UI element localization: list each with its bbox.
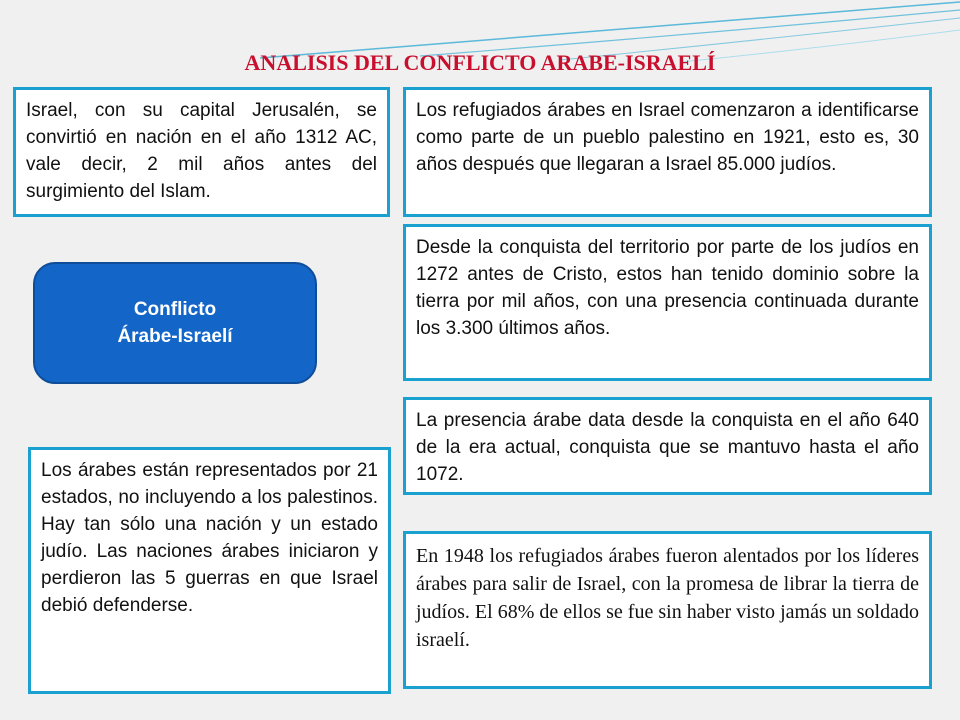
info-box-refugiados-1948: En 1948 los refugiados árabes fueron alentados por los líderes árabes para salir de Israel, con la promesa de librar la tierra de judíos. El 68% de ellos se fue sin haber visto jamás un soldado israelí. xyxy=(403,531,932,689)
central-topic-line1: Conflicto xyxy=(133,299,217,320)
info-box-refugiados-1921: Los refugiados árabes en Israel comenzaron a identificarse como parte de un pueblo palestino en 1921, esto es, 30 años después que llegaran a Israel 85.000 judíos. xyxy=(403,87,932,217)
slide-title: ANALISIS DEL CONFLICTO ARABE-ISRAELÍ xyxy=(244,50,716,75)
central-topic-node xyxy=(33,262,317,384)
info-box-conquista-1272: Desde la conquista del territorio por parte de los judíos en 1272 antes de Cristo, estos han tenido dominio sobre la tierra por mil años, con una presencia continuada durante los 3.300 últimos años. xyxy=(403,224,932,381)
info-box-presencia-arabe: La presencia árabe data desde la conquista en el año 640 de la era actual, conquista que se mantuvo hasta el año 1072. xyxy=(403,397,932,495)
info-box-israel-capital: Israel, con su capital Jerusalén, se convirtió en nación en el año 1312 AC, vale decir, 2 mil años antes del surgimiento del Islam. xyxy=(13,87,390,217)
info-box-arabes-estados: Los árabes están representados por 21 estados, no incluyendo a los palestinos. Hay tan sólo una nación y un estado judío. Las naciones árabes iniciaron y perdieron las 5 guerras en que Israel debió defenderse. xyxy=(28,447,391,694)
central-topic-line2: Árabe-Israelí xyxy=(117,326,233,347)
